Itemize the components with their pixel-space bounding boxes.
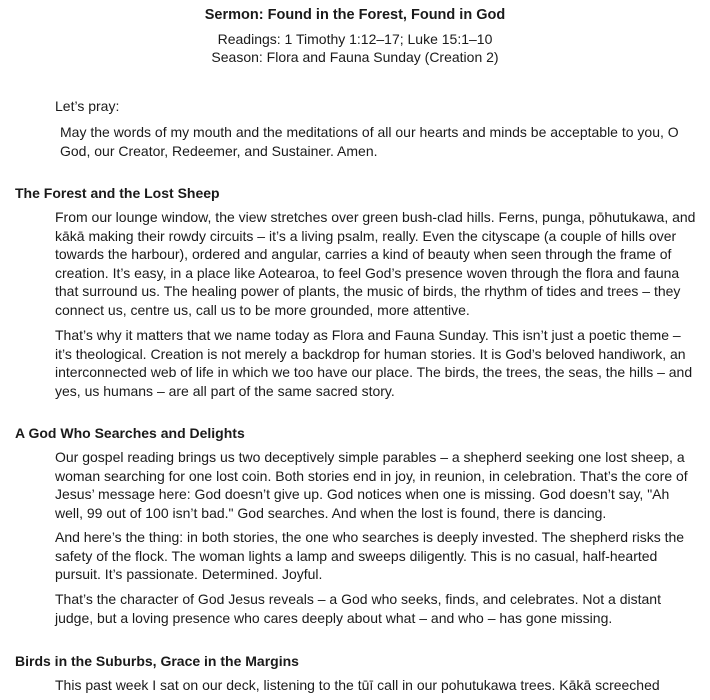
paragraph-forest-2: That’s why it matters that we name today as Flora and Fauna Sunday. This isn’t just a poetic theme – it’s theological. Creation is not merely a backdrop for human stories. It is God’s beloved handiwork, an interconnected web of life in which we too have our place. The birds, the trees, the seas, the hills – and yes, us humans – are all part of the same sacred story.: [55, 327, 693, 399]
paragraph-searches-2: And here’s the thing: in both stories, the one who searches is deeply invested. The shepherd risks the safety of the flock. The woman lights a lamp and sweeps diligently. This is no casual, half-hearted pursuit. It’s passionate. Determined. Joyful.: [55, 529, 685, 583]
readings-line: Readings: 1 Timothy 1:12–17; Luke 15:1–10: [217, 31, 493, 47]
paragraph-searches-3: That’s the character of God Jesus reveals – a God who seeks, finds, and celebrates. Not a distant judge, but a loving presence who cares deeply about what – and who – has gone missing.: [55, 591, 661, 626]
section-heading-searches: A God Who Searches and Delights: [15, 425, 245, 441]
sermon-title: Sermon: Found in the Forest, Found in God: [204, 7, 506, 23]
paragraph-forest-1: From our lounge window, the view stretches over green bush-clad hills. Ferns, punga, pōhutukawa, and kākā making their rowdy circuits – it’s a living psalm, really. Even the cityscape (a couple of hills over towards the harbour), ordered and angular, carries a kind of beauty when seen through the frame of creation. It’s easy, in a place like Aotearoa, to feel God’s presence woven through the flora and fauna that surround us. The healing power of plants, the music of birds, the rhythm of tides and trees – they connect us, centre us, call us to be more grounded, more attentive.: [55, 209, 696, 318]
paragraph-searches-1: Our gospel reading brings us two deceptively simple parables – a shepherd seeking one lost sheep, a woman searching for one lost coin. Both stories end in joy, in reunion, in celebration. That’s the core of Jesus’ message here: God doesn’t give up. God notices when one is missing. God doesn’t say, "Ah well, 99 out of 100 isn’t bad." God searches. And when the lost is found, there is dancing.: [55, 449, 688, 521]
prayer-intro: Let’s pray:: [55, 98, 120, 114]
section-heading-forest: The Forest and the Lost Sheep: [15, 185, 220, 201]
season-line: Season: Flora and Fauna Sunday (Creation 2): [211, 49, 499, 65]
paragraph-birds-1: This past week I sat on our deck, listening to the tūī call in our pohutukawa trees. Kākā screeched: [55, 677, 660, 693]
prayer-text: May the words of my mouth and the meditations of all our hearts and minds be acceptable to you, O God, our Creator, Redeemer, and Sustainer. Amen.: [60, 124, 679, 159]
section-heading-birds: Birds in the Suburbs, Grace in the Margins: [15, 653, 299, 669]
